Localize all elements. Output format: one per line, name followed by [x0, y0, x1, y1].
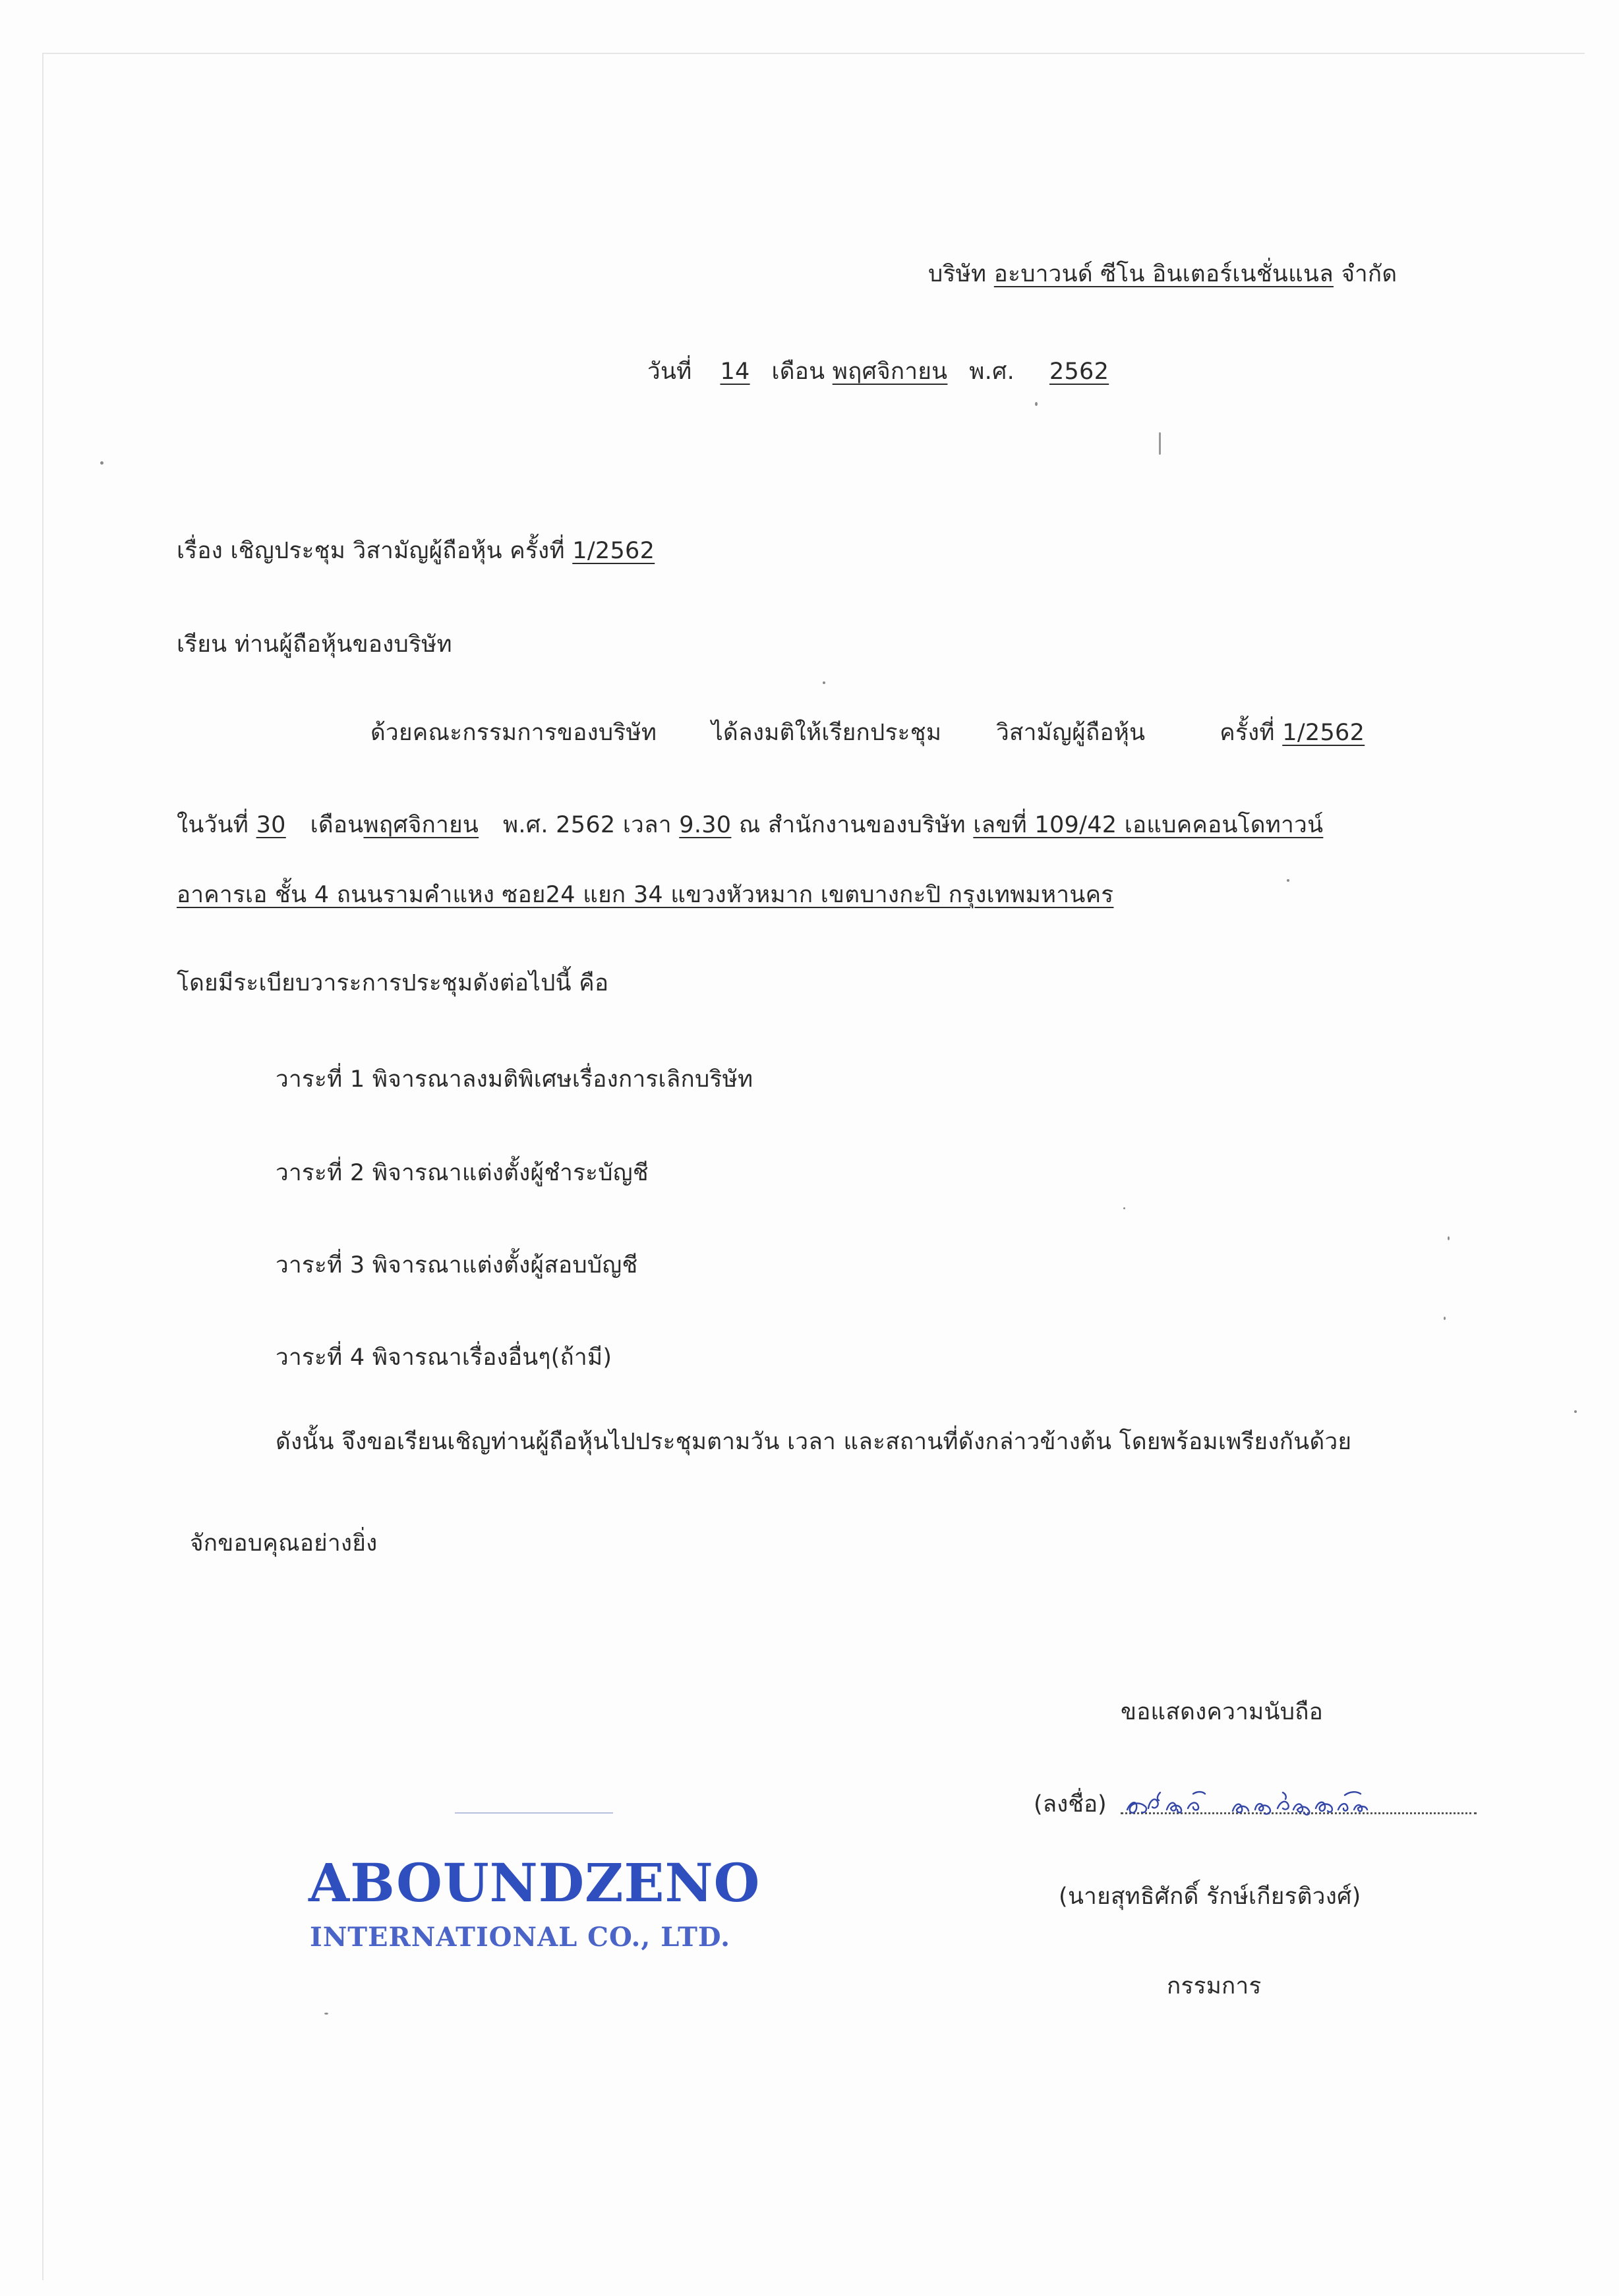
date-month: พฤศจิกายน: [832, 359, 948, 385]
agenda-item: [276, 1062, 753, 1097]
p1-part2: ได้ลงมติให้เรียกประชุม: [711, 720, 942, 746]
paragraph-2: [177, 808, 1323, 842]
scan-speck: [324, 2013, 328, 2015]
scan-edge-top: [42, 53, 1585, 54]
p2-year: พ.ศ. 2562: [503, 812, 616, 838]
p2-place-label: ณ สำนักงานของบริษัท: [738, 812, 966, 838]
p2-day-label: ในวันที่: [177, 812, 249, 838]
regards-text: ขอแสดงความนับถือ: [1121, 1699, 1324, 1725]
handwritten-signature: [1114, 1779, 1457, 1825]
date-label: วันที่: [647, 359, 692, 385]
recipient-line: [177, 627, 452, 662]
closing-line-1: [276, 1425, 1351, 1459]
scan-speck: [1123, 1207, 1125, 1209]
scan-speck: [100, 461, 103, 465]
p2-address-1: เลขที่ 109/42 เอแบคคอนโดทาวน์: [973, 812, 1324, 838]
p1-count-value: 1/2562: [1282, 720, 1365, 746]
p1-part3: วิสามัญผู้ถือหุ้น: [996, 720, 1146, 746]
p1-count-label: ครั้งที่: [1220, 720, 1275, 746]
scan-speck: [1159, 432, 1161, 455]
subject-label: เรื่อง: [177, 538, 223, 564]
company-suffix: จำกัด: [1341, 261, 1398, 287]
p3-address-2: อาคารเอ ชั้น 4 ถนนรามคำแหง ซอย24 แยก 34 แขวงหัวหมาก เขตบางกะปิ กรุงเทพมหานคร: [177, 882, 1114, 908]
closing-line-2: [190, 1526, 378, 1561]
scan-edge-left: [42, 53, 44, 2280]
signer-title-line: [1167, 1969, 1262, 2003]
p2-time: 9.30: [679, 812, 732, 838]
company-logo-subname: INTERNATIONAL CO., LTD.: [310, 1922, 731, 1953]
signer-name: (นายสุทธิศักดิ์ รักษ์เกียรติวงศ์): [1059, 1883, 1361, 1910]
subject-text: เชิญประชุม วิสามัญผู้ถือหุ้น: [230, 538, 502, 564]
subject-count-label: ครั้งที่: [510, 538, 565, 564]
agenda-item-2: วาระที่ 2 พิจารณาแต่งตั้งผู้ชำระบัญชี: [276, 1160, 649, 1186]
p2-month: พฤศจิกายน: [363, 812, 479, 838]
regards-line: [1121, 1695, 1323, 1729]
scan-speck: [1444, 1317, 1446, 1320]
scan-speck: [1035, 402, 1038, 406]
subject-line: [177, 534, 655, 568]
agenda-item-1: วาระที่ 1 พิจารณาลงมติพิเศษเรื่องการเลิกบริษัท: [276, 1066, 753, 1093]
agenda-item-4: วาระที่ 4 พิจารณาเรื่องอื่นๆ(ถ้ามี): [276, 1344, 612, 1371]
paragraph-3: [177, 878, 1113, 912]
closing-text-1: ดังนั้น จึงขอเรียนเชิญท่านผู้ถือหุ้นไปประชุมตามวัน เวลา และสถานที่ดังกล่าวข้างต้น โดยพร้อมเพรียงกันด้วย: [276, 1429, 1352, 1455]
p2-month-label: เดือน: [310, 812, 364, 838]
p1-part1: ด้วยคณะกรรมการของบริษัท: [370, 720, 657, 746]
signer-name-line: [1059, 1880, 1361, 1914]
paragraph-1: [370, 716, 1365, 750]
agenda-intro-text: โดยมีระเบียบวาระการประชุมดังต่อไปนี้ คือ: [177, 970, 609, 996]
date-year: 2562: [1049, 359, 1109, 385]
agenda-item: [276, 1248, 638, 1282]
scan-speck: [1448, 1236, 1450, 1240]
month-label: เดือน: [771, 359, 825, 385]
p2-day: 30: [256, 812, 286, 838]
company-logo-name: ABOUNDZENO: [309, 1852, 761, 1914]
scan-speck: [1574, 1410, 1577, 1413]
company-line: [928, 257, 1397, 291]
agenda-item: [276, 1156, 649, 1190]
agenda-intro: [177, 966, 608, 1000]
company-prefix: บริษัท: [928, 261, 987, 287]
agenda-item: [276, 1340, 612, 1375]
scan-speck: [823, 681, 825, 684]
subject-count-value: 1/2562: [572, 538, 655, 564]
year-label: พ.ศ.: [969, 359, 1015, 385]
date-line: [647, 355, 1109, 389]
signer-title: กรรมการ: [1167, 1973, 1262, 1999]
recipient-label: เรียน: [177, 631, 227, 658]
p2-time-label: เวลา: [622, 812, 672, 838]
date-day: 14: [720, 359, 750, 385]
closing-text-2: จักขอบคุณอย่างยิ่ง: [190, 1530, 378, 1557]
recipient-text: ท่านผู้ถือหุ้นของบริษัท: [234, 631, 452, 658]
sign-label: (ลงชื่อ): [1034, 1791, 1107, 1818]
scan-speck: [1287, 879, 1289, 882]
agenda-item-3: วาระที่ 3 พิจารณาแต่งตั้งผู้สอบบัญชี: [276, 1252, 638, 1278]
company-name: อะบาวนด์ ซีโน อินเตอร์เนชั่นแนล: [993, 261, 1334, 287]
logo-top-rule: [455, 1812, 613, 1814]
